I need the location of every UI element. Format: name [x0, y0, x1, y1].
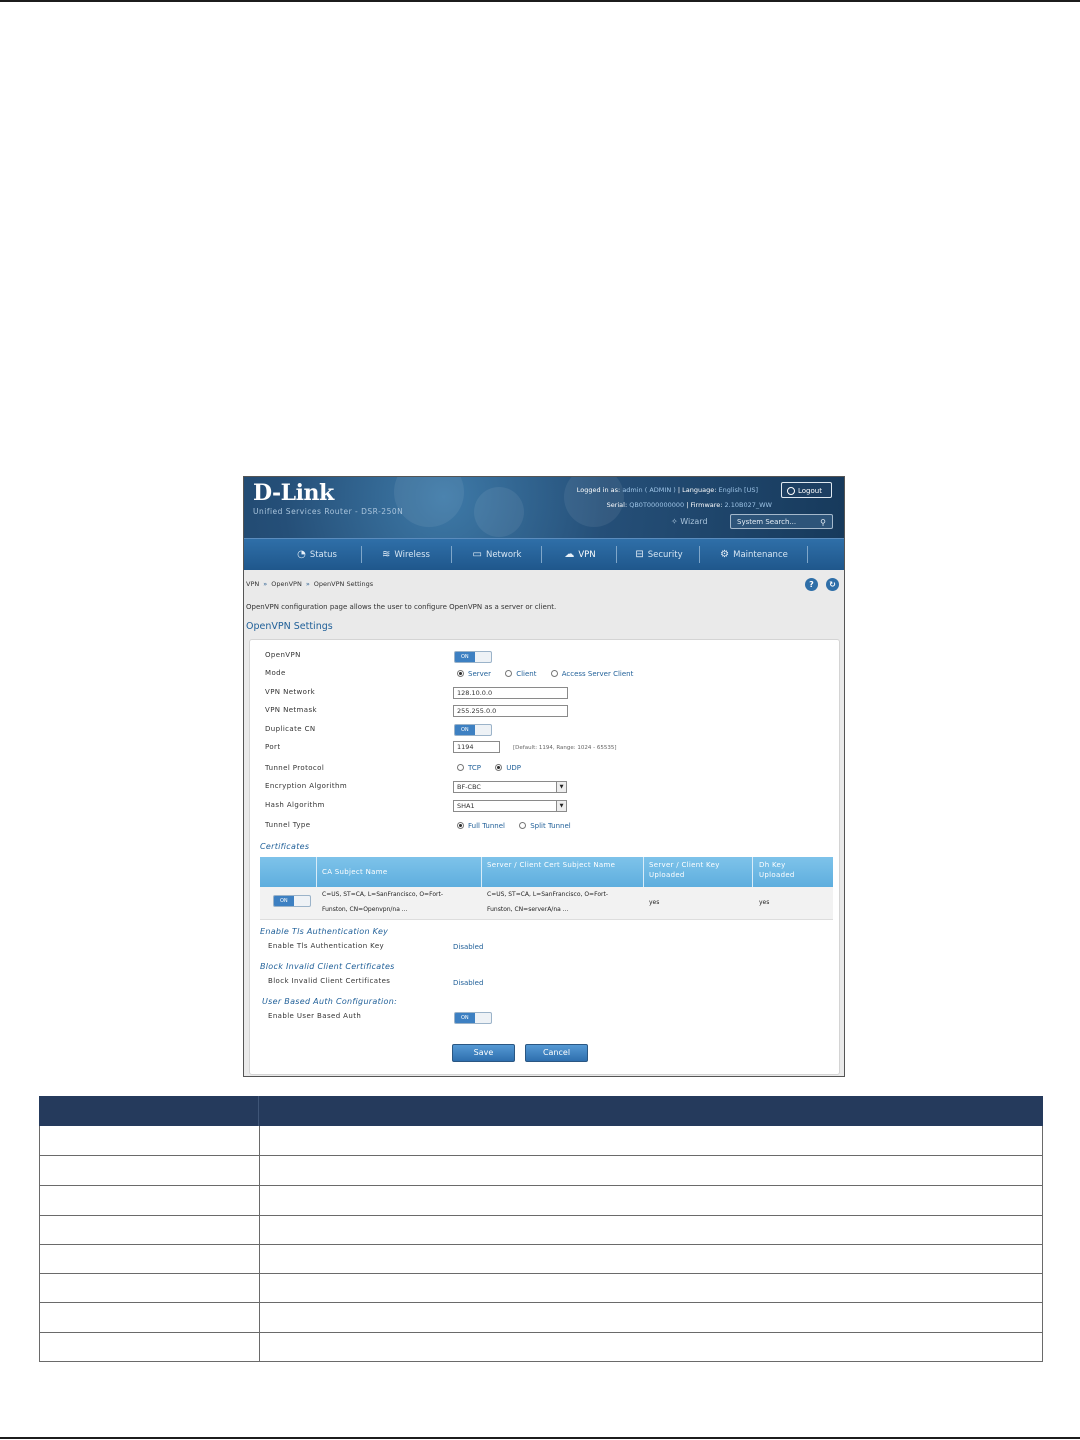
protocol-tcp-option[interactable]	[457, 764, 481, 772]
logged-in-label: Logged in as:	[576, 486, 621, 494]
mode-client-label: Client	[516, 670, 537, 678]
mode-server-label: Server	[468, 670, 491, 678]
nav-vpn[interactable]	[550, 539, 610, 570]
language-label: Language:	[682, 486, 717, 494]
search-icon: ⚲	[820, 518, 826, 527]
logout-button[interactable]	[781, 482, 832, 498]
wizard-link[interactable]	[671, 517, 708, 526]
app-header	[244, 477, 844, 538]
hash-algorithm-select[interactable]	[453, 800, 567, 812]
header-divider	[258, 1096, 259, 1126]
certificate-toggle[interactable]	[273, 895, 311, 907]
nav-network[interactable]	[462, 539, 532, 570]
logged-in-user: admin ( ADMIN )	[622, 486, 676, 494]
radio-checked-icon	[495, 764, 502, 771]
hash-value: SHA1	[457, 802, 475, 810]
dh-uploaded-value: yes	[759, 899, 770, 906]
protocol-tcp-label: TCP	[468, 764, 481, 772]
table-cell	[40, 1244, 260, 1273]
split-tunnel-label: Split Tunnel	[530, 822, 571, 830]
openvpn-label: OpenVPN	[265, 651, 301, 659]
nav-security-label: Security	[647, 550, 683, 560]
full-tunnel-option[interactable]	[457, 822, 505, 830]
gauge-icon: ◔	[297, 549, 306, 560]
certificates-table-header	[260, 857, 833, 887]
nav-maintenance-label: Maintenance	[733, 550, 788, 560]
page-description: OpenVPN configuration page allows the user to configure OpenVPN as a server or client.	[246, 603, 557, 611]
table-row	[39, 1303, 1043, 1333]
nav-separator	[541, 546, 542, 563]
gears-icon: ⚙	[720, 549, 730, 560]
tls-key-value: Disabled	[453, 943, 484, 951]
table-cell	[40, 1156, 260, 1185]
mode-radio-group	[457, 670, 645, 678]
chevron-down-icon: ▼	[556, 801, 566, 811]
ca-subject-line2: Funston, CN=Openvpn/na ...	[322, 906, 408, 913]
table-row	[39, 1215, 1043, 1245]
tls-key-label: Enable Tls Authentication Key	[268, 942, 385, 950]
save-button[interactable]: Save	[452, 1044, 515, 1062]
protocol-radio-group	[457, 764, 533, 772]
user-auth-label: Enable User Based Auth	[268, 1012, 362, 1020]
block-invalid-label: Block Invalid Client Certificates	[268, 977, 391, 985]
dlink-logo: D-Link	[253, 480, 334, 506]
vpn-network-label: VPN Network	[265, 688, 316, 696]
router-screenshot	[243, 476, 845, 1077]
hash-algorithm-label: Hash Algorithm	[265, 801, 325, 809]
encryption-value: BF-CBC	[457, 783, 481, 791]
table-row	[39, 1332, 1043, 1362]
radio-checked-icon	[457, 822, 464, 829]
main-nav	[244, 538, 844, 570]
table-row	[39, 1244, 1043, 1274]
page-top-rule	[0, 0, 1080, 2]
nav-status-label: Status	[309, 550, 337, 560]
tunnel-protocol-label: Tunnel Protocol	[265, 764, 325, 772]
search-placeholder: System Search...	[737, 518, 797, 526]
col-cert-subject: Server / Client Cert Subject Name	[487, 861, 616, 869]
help-icon[interactable]: ?	[805, 578, 818, 591]
key-uploaded-value: yes	[649, 899, 660, 906]
device-info: Serial: QB0T000000000 | Firmware: 2.10B027_WW	[606, 501, 772, 509]
radio-unchecked-icon	[551, 670, 558, 677]
breadcrumb-current: OpenVPN Settings	[313, 580, 374, 588]
nav-status[interactable]	[282, 539, 352, 570]
nav-separator	[699, 546, 700, 563]
col-key-uploaded: Server / Client Key Uploaded	[649, 861, 720, 879]
vpn-netmask-input[interactable]: 255.255.0.0	[453, 705, 568, 717]
table-row	[260, 887, 833, 920]
toggle-on-text: ON	[461, 1015, 469, 1021]
block-invalid-section-title: Block Invalid Client Certificates	[260, 962, 395, 971]
mode-label: Mode	[265, 669, 286, 677]
mode-access-server-client-option[interactable]	[551, 670, 634, 678]
full-tunnel-label: Full Tunnel	[468, 822, 505, 830]
login-info: Logged in as: admin ( ADMIN ) | Language: English [US]	[576, 486, 758, 494]
nav-vpn-label: VPN	[578, 550, 596, 560]
nav-separator	[807, 546, 808, 563]
breadcrumb: VPN » OpenVPN » OpenVPN Settings	[246, 580, 374, 588]
encryption-algorithm-select[interactable]	[453, 781, 567, 793]
nav-network-label: Network	[485, 550, 522, 560]
user-auth-toggle[interactable]	[454, 1012, 492, 1024]
serial-value: QB0T000000000	[629, 501, 685, 509]
nav-maintenance[interactable]	[709, 539, 799, 570]
lock-icon: ⊟	[635, 549, 644, 560]
col-ca-subject: CA Subject Name	[322, 868, 388, 876]
refresh-icon[interactable]: ↻	[826, 578, 839, 591]
firmware-value: 2.10B027_WW	[724, 501, 772, 509]
mode-client-option[interactable]	[505, 670, 536, 678]
nav-separator	[361, 546, 362, 563]
nav-security[interactable]	[624, 539, 694, 570]
wand-icon: ✧	[671, 517, 678, 526]
page-title: OpenVPN Settings	[246, 621, 333, 632]
port-label: Port	[265, 743, 281, 751]
cert-subject-line1: C=US, ST=CA, L=SanFrancisco, O=Fort-	[487, 891, 608, 898]
certificates-section-title: Certificates	[260, 842, 310, 851]
vpn-netmask-label: VPN Netmask	[265, 706, 317, 714]
mode-server-option[interactable]	[457, 670, 491, 678]
language-link[interactable]: English [US]	[718, 486, 758, 494]
description-table	[39, 1096, 1043, 1363]
table-cell	[40, 1303, 260, 1332]
cloud-lock-icon: ☁	[564, 549, 575, 560]
protocol-udp-label: UDP	[506, 764, 521, 772]
wifi-icon: ≋	[382, 549, 391, 560]
port-input[interactable]: 1194	[453, 741, 500, 753]
header-divider	[752, 857, 753, 887]
chevron-down-icon: ▼	[556, 782, 566, 792]
firmware-label: Firmware:	[690, 501, 723, 509]
table-cell	[40, 1215, 260, 1244]
radio-checked-icon	[457, 670, 464, 677]
duplicate-cn-label: Duplicate CN	[265, 725, 316, 733]
header-divider	[643, 857, 644, 887]
cert-subject-line2: Funston, CN=serverA/na ...	[487, 906, 569, 913]
toggle-on-text: ON	[280, 898, 288, 904]
table-cell	[40, 1332, 260, 1361]
vpn-network-input[interactable]: 128.10.0.0	[453, 687, 568, 699]
serial-label: Serial:	[606, 501, 628, 509]
nav-separator	[451, 546, 452, 563]
mode-access-server-client-label: Access Server Client	[561, 670, 634, 678]
duplicate-cn-toggle[interactable]	[454, 724, 492, 736]
ca-subject-line1: C=US, ST=CA, L=SanFrancisco, O=Fort-	[322, 891, 443, 898]
radio-unchecked-icon	[519, 822, 526, 829]
toggle-on-text: ON	[461, 727, 469, 733]
table-row	[39, 1273, 1043, 1303]
table-cell	[40, 1126, 260, 1155]
tunnel-type-radio-group	[457, 822, 583, 830]
table-row	[39, 1126, 1043, 1156]
openvpn-toggle[interactable]	[454, 651, 492, 663]
description-table-header	[39, 1096, 1043, 1126]
table-row	[39, 1156, 1043, 1186]
product-name: Unified Services Router - DSR-250N	[253, 507, 404, 516]
breadcrumb-openvpn[interactable]: OpenVPN	[271, 580, 302, 588]
encryption-algorithm-label: Encryption Algorithm	[265, 782, 348, 790]
radio-unchecked-icon	[505, 670, 512, 677]
nav-separator	[616, 546, 617, 563]
wizard-label: Wizard	[680, 517, 708, 526]
toggle-on-text: ON	[461, 654, 469, 660]
page-bottom-rule	[0, 1437, 1080, 1439]
block-invalid-value: Disabled	[453, 979, 484, 987]
nav-wireless-label: Wireless	[394, 550, 430, 560]
tls-section-title: Enable Tls Authentication Key	[260, 927, 389, 936]
protocol-udp-option[interactable]	[495, 764, 521, 772]
tunnel-type-label: Tunnel Type	[265, 821, 311, 829]
monitor-icon: ▭	[472, 549, 482, 560]
header-decoration	[474, 487, 524, 537]
col-dh-uploaded: Dh Key Uploaded	[759, 861, 795, 879]
breadcrumb-vpn[interactable]: VPN	[246, 580, 260, 588]
user-auth-section-title: User Based Auth Configuration:	[262, 997, 398, 1006]
table-row	[39, 1186, 1043, 1216]
table-cell	[40, 1186, 260, 1215]
header-decoration	[394, 476, 464, 527]
nav-wireless[interactable]	[371, 539, 441, 570]
cancel-button[interactable]: Cancel	[525, 1044, 588, 1062]
split-tunnel-option[interactable]	[519, 822, 571, 830]
port-hint: [Default: 1194, Range: 1024 - 65535]	[513, 745, 617, 751]
header-divider	[316, 857, 317, 887]
certificates-table	[260, 857, 833, 920]
table-cell	[40, 1273, 260, 1302]
openvpn-settings-form	[249, 639, 840, 1075]
header-divider	[481, 857, 482, 887]
radio-unchecked-icon	[457, 764, 464, 771]
logout-label: Logout	[798, 487, 822, 495]
system-search-input[interactable]	[730, 514, 833, 529]
power-icon	[787, 487, 795, 495]
